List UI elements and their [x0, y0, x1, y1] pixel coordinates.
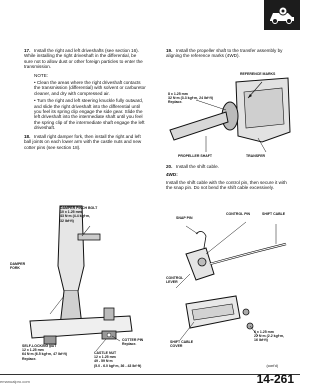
shift-cable-cover-label: SHIFT CABLE COVER [170, 340, 194, 349]
step-text: Install the propeller shaft to the transfer assembly by aligning the reference marks (4WD). [166, 48, 283, 59]
note-bullet-1: • Clean the areas where the right driveshaft contacts the transmission (differential) with solvent or carburetor cleaner, and dry with compressed air. [34, 80, 146, 96]
step-18 [24, 134, 146, 150]
step-text: Install right damper fork, then install the right and left ball joints on each lower arm with the castle nuts and new cotter pins (see section 18). [24, 133, 142, 150]
note-bullet-2: • Turn the right and left steering knuckle fully outward, and slide the right driveshaft into the differential until you feel its spring clip engage the side gear. Slide the left driveshaft into the intermediate shaft until you feel the spring clip of the intermediate shaft engage the left driveshaft. [34, 98, 145, 131]
step-number: 18. [24, 133, 31, 139]
step-text: Install the right and left driveshafts (see section 16). While installing the right driveshaft in the differential, be sure not to allow dust or other foreign particles to enter the transmission. [24, 48, 143, 70]
note-bullet-text: Turn the right and left steering knuckle fully outward, and slide the right driveshaft into the differential until you feel its spring clip engage the side gear. Slide the left driveshaft into the intermediate shaft until you feel the spring clip of the intermediate shaft engage the left driveshaft. [34, 98, 145, 131]
fourwd-heading: 4WD: [166, 172, 178, 178]
shift-cable-bolt-spec-label: 6 x 1.25 mm 22 N·m (2.2 kgf·m, 16 lbf·ft) [254, 330, 285, 343]
step-number: 17. [24, 48, 31, 53]
footer-rule [0, 374, 300, 375]
self-locking-nut-label: SELF-LOCKING NUT 12 x 1.25 mm 64 N·m (6.5 kgf·m, 47 lbf·ft) Replace. [22, 344, 67, 361]
propeller-shaft-figure [166, 72, 294, 164]
transfer-label: TRANSFER [246, 154, 266, 158]
car-gear-icon [264, 0, 300, 30]
continued-marker: (cont'd) [266, 364, 278, 368]
watermark: emanualpro.com [0, 379, 30, 384]
step-number: 19. [166, 48, 173, 53]
left-column [24, 48, 146, 152]
control-pin-label: CONTROL PIN [226, 212, 251, 216]
castle-nut-label: CASTLE NUT 12 x 1.25 mm 49 - 59 N·m (5.0 - 6.0 kgf·m, 36 - 43 lbf·ft) [94, 351, 142, 368]
propeller-bolt-spec-label: 8 x 1.25 mm 32 N·m (3.3 kgf·m, 24 lbf·ft) Replace. [168, 92, 213, 105]
propeller-shaft-label: PROPELLER SHAFT [178, 154, 213, 158]
reference-marks-label: REFERENCE MARKS [240, 72, 276, 76]
page-number: 14-261 [256, 372, 294, 386]
snap-pin-label: SNAP PIN [176, 216, 193, 220]
note-heading: NOTE: [34, 72, 49, 78]
note-bullet-text: Clean the areas where the right driveshaft contacts the transmission (differential) with solvent or carburetor cleaner, and dry with compressed air. [34, 80, 146, 96]
step-19 [166, 48, 294, 59]
step-20 [166, 164, 294, 169]
step-text: Install the shift cable. [176, 164, 219, 169]
shift-cable-label: SHIFT CABLE [262, 212, 286, 216]
damper-fork-label: DAMPER FORK [10, 262, 26, 271]
fourwd-text: Install the shift cable with the control pin, then secure it with the snap pin. Do not bend the shift cable excessively. [166, 179, 287, 191]
damper-pinch-bolt-label: DAMPER PINCH BOLT 10 x 1.25 mm 43 N·m (4.4 kgf·m, 32 lbf·ft) [60, 206, 98, 223]
control-lever-label: CONTROL LEVER [166, 276, 184, 285]
step-number: 20. [166, 164, 173, 169]
right-column-top [166, 48, 294, 61]
right-column-bottom [166, 164, 294, 193]
step-17 [24, 48, 146, 70]
cotter-pin-label: COTTER PIN Replace. [122, 338, 144, 347]
